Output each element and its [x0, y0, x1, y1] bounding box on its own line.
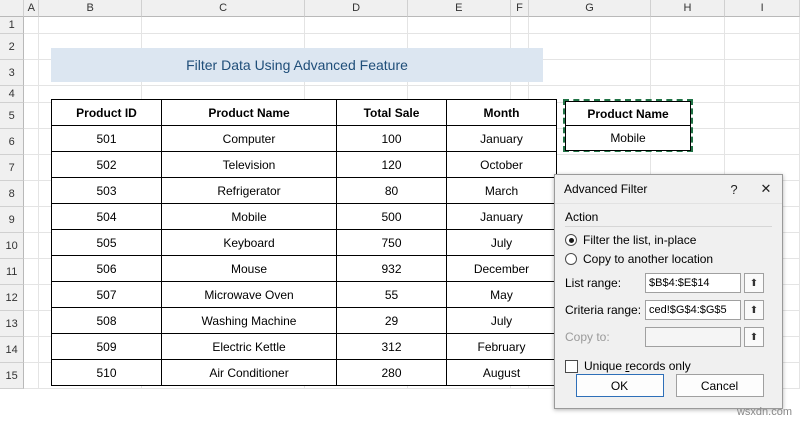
table-cell[interactable]: 503 [52, 178, 162, 204]
row-header-14[interactable]: 14 [0, 337, 24, 363]
grid-cell[interactable] [725, 86, 800, 103]
table-cell[interactable]: 80 [337, 178, 447, 204]
criteria-range-row [565, 300, 772, 320]
table-cell[interactable]: July [447, 308, 557, 334]
header-month: Month [447, 100, 557, 126]
table-cell[interactable]: 750 [337, 230, 447, 256]
list-range-picker-icon[interactable]: ⬆ [744, 273, 764, 293]
table-cell[interactable]: 29 [337, 308, 447, 334]
dialog-button-row [555, 374, 784, 397]
table-cell[interactable]: February [447, 334, 557, 360]
table-cell[interactable]: 312 [337, 334, 447, 360]
column-header-d[interactable]: D [305, 0, 408, 17]
table-cell[interactable]: 932 [337, 256, 447, 282]
grid-cell[interactable] [651, 17, 726, 34]
grid-cell[interactable] [24, 103, 39, 129]
table-row [52, 308, 557, 334]
criteria-range-label: Criteria range: [565, 303, 642, 317]
copy-to-row [565, 327, 772, 347]
column-header-row [0, 0, 800, 17]
row-header-15[interactable]: 15 [0, 363, 24, 389]
grid-row [0, 17, 800, 34]
table-row [52, 178, 557, 204]
grid-cell[interactable] [24, 311, 39, 337]
grid-cell[interactable] [24, 259, 39, 285]
action-group-label: Action [565, 210, 599, 224]
row-header-4[interactable]: 4 [0, 86, 24, 103]
table-cell[interactable]: Washing Machine [162, 308, 337, 334]
header-product-name: Product Name [162, 100, 337, 126]
column-header-e[interactable]: E [408, 0, 511, 17]
radio-filter-in-place-label: Filter the list, in-place [583, 233, 697, 247]
table-row [52, 334, 557, 360]
copy-to-input [645, 327, 741, 347]
table-row [52, 126, 557, 152]
grid-cell[interactable] [725, 129, 800, 155]
radio-copy-to-another-location-icon[interactable] [565, 253, 577, 265]
table-cell[interactable]: 505 [52, 230, 162, 256]
dialog-title: Advanced Filter [564, 182, 648, 196]
row-header-6[interactable]: 6 [0, 129, 24, 155]
table-cell[interactable]: 508 [52, 308, 162, 334]
grid-cell[interactable] [39, 17, 142, 34]
cancel-button[interactable]: Cancel [676, 374, 764, 397]
grid-cell[interactable] [408, 17, 511, 34]
table-cell[interactable]: August [447, 360, 557, 386]
table-cell[interactable]: March [447, 178, 557, 204]
grid-cell[interactable] [725, 60, 800, 86]
dialog-body [555, 204, 782, 373]
grid-cell[interactable] [24, 86, 39, 103]
action-group-divider [565, 226, 772, 227]
product-data-table [51, 99, 557, 386]
column-header-f[interactable]: F [511, 0, 530, 17]
grid-cell[interactable] [24, 34, 39, 60]
grid-cell[interactable] [24, 337, 39, 363]
table-cell[interactable]: December [447, 256, 557, 282]
select-all-corner[interactable] [0, 0, 24, 17]
table-cell[interactable]: 120 [337, 152, 447, 178]
table-row [52, 282, 557, 308]
table-cell[interactable]: 504 [52, 204, 162, 230]
criteria-range-picker-icon[interactable]: ⬆ [744, 300, 764, 320]
column-header-b[interactable]: B [39, 0, 142, 17]
radio-copy-to-another-location-label: Copy to another location [583, 252, 714, 266]
grid-cell[interactable] [725, 17, 800, 34]
help-icon[interactable]: ? [730, 181, 738, 197]
row-header-10[interactable]: 10 [0, 233, 24, 259]
table-cell[interactable]: Air Conditioner [162, 360, 337, 386]
watermark: wsxdn.com [736, 406, 792, 418]
table-row [52, 230, 557, 256]
table-header-row [52, 100, 557, 126]
grid-cell[interactable] [529, 17, 650, 34]
column-header-i[interactable]: I [725, 0, 800, 17]
radio-copy-to-another-location[interactable] [565, 252, 772, 266]
row-header-1[interactable]: 1 [0, 17, 24, 34]
grid-cell[interactable] [24, 181, 39, 207]
row-header-8[interactable]: 8 [0, 181, 24, 207]
grid-cell[interactable] [725, 34, 800, 60]
advanced-filter-dialog [554, 174, 783, 409]
table-cell[interactable]: Mobile [162, 204, 337, 230]
table-cell[interactable]: January [447, 126, 557, 152]
column-header-g[interactable]: G [529, 0, 650, 17]
grid-cell[interactable] [24, 207, 39, 233]
grid-cell[interactable] [305, 17, 408, 34]
grid-cell[interactable] [725, 103, 800, 129]
grid-cell[interactable] [651, 34, 726, 60]
header-product-id: Product ID [52, 100, 162, 126]
grid-cell[interactable] [511, 17, 530, 34]
table-cell[interactable]: Keyboard [162, 230, 337, 256]
row-header-5[interactable]: 5 [0, 103, 24, 129]
list-range-row [565, 273, 772, 293]
row-header-12[interactable]: 12 [0, 285, 24, 311]
table-row [52, 204, 557, 230]
row-header-11[interactable]: 11 [0, 259, 24, 285]
grid-cell[interactable] [24, 155, 39, 181]
grid-cell[interactable] [529, 60, 650, 86]
table-cell[interactable]: October [447, 152, 557, 178]
row-header-2[interactable]: 2 [0, 34, 24, 60]
list-range-label: List range: [565, 276, 622, 290]
copy-to-picker-icon[interactable]: ⬆ [744, 327, 764, 347]
row-header-7[interactable]: 7 [0, 155, 24, 181]
table-cell[interactable]: January [447, 204, 557, 230]
table-cell[interactable]: 510 [52, 360, 162, 386]
grid-cell[interactable] [24, 285, 39, 311]
column-header-a[interactable]: A [24, 0, 39, 17]
table-cell[interactable]: 509 [52, 334, 162, 360]
table-cell[interactable]: Refrigerator [162, 178, 337, 204]
table-cell[interactable]: 506 [52, 256, 162, 282]
table-cell[interactable]: May [447, 282, 557, 308]
table-cell[interactable]: Microwave Oven [162, 282, 337, 308]
row-header-3[interactable]: 3 [0, 60, 24, 86]
header-total-sale: Total Sale [337, 100, 447, 126]
table-cell[interactable]: Television [162, 152, 337, 178]
grid-cell[interactable] [24, 233, 39, 259]
radio-filter-in-place[interactable] [565, 233, 772, 247]
ok-button[interactable]: OK [576, 374, 664, 397]
row-header-13[interactable]: 13 [0, 311, 24, 337]
column-header-c[interactable]: C [142, 0, 305, 17]
table-cell[interactable]: 501 [52, 126, 162, 152]
unique-records-only-label: Unique records only [584, 359, 691, 373]
column-header-h[interactable]: H [651, 0, 726, 17]
table-cell[interactable]: 502 [52, 152, 162, 178]
table-cell[interactable]: Electric Kettle [162, 334, 337, 360]
table-cell[interactable]: Computer [162, 126, 337, 152]
table-row [52, 152, 557, 178]
radio-filter-in-place-icon[interactable] [565, 234, 577, 246]
unique-records-only-row[interactable] [565, 359, 772, 373]
table-cell[interactable]: July [447, 230, 557, 256]
dialog-titlebar[interactable] [555, 175, 782, 204]
grid-cell[interactable] [24, 17, 39, 34]
criteria-range-input[interactable]: ced!$G$4:$G$5 [645, 300, 741, 320]
table-cell[interactable]: 100 [337, 126, 447, 152]
table-cell[interactable]: 500 [337, 204, 447, 230]
grid-cell[interactable] [24, 129, 39, 155]
criteria-value-cell[interactable]: Mobile [565, 126, 691, 151]
worksheet-title-text: Filter Data Using Advanced Feature [186, 57, 408, 73]
criteria-header-cell[interactable]: Product Name [565, 101, 691, 126]
table-row [52, 256, 557, 282]
grid-cell[interactable] [651, 60, 726, 86]
grid-cell[interactable] [529, 34, 650, 60]
close-icon[interactable]: ✕ [760, 181, 772, 196]
list-range-input[interactable]: $B$4:$E$14 [645, 273, 741, 293]
table-row [52, 360, 557, 386]
row-header-9[interactable]: 9 [0, 207, 24, 233]
table-cell[interactable]: 507 [52, 282, 162, 308]
worksheet-title-banner [51, 48, 543, 82]
table-cell[interactable]: 55 [337, 282, 447, 308]
grid-cell[interactable] [24, 363, 39, 389]
unique-records-only-checkbox[interactable] [565, 360, 578, 373]
table-cell[interactable]: Mouse [162, 256, 337, 282]
table-cell[interactable]: 280 [337, 360, 447, 386]
grid-cell[interactable] [142, 17, 305, 34]
grid-cell[interactable] [24, 60, 39, 86]
copy-to-label: Copy to: [565, 330, 610, 344]
